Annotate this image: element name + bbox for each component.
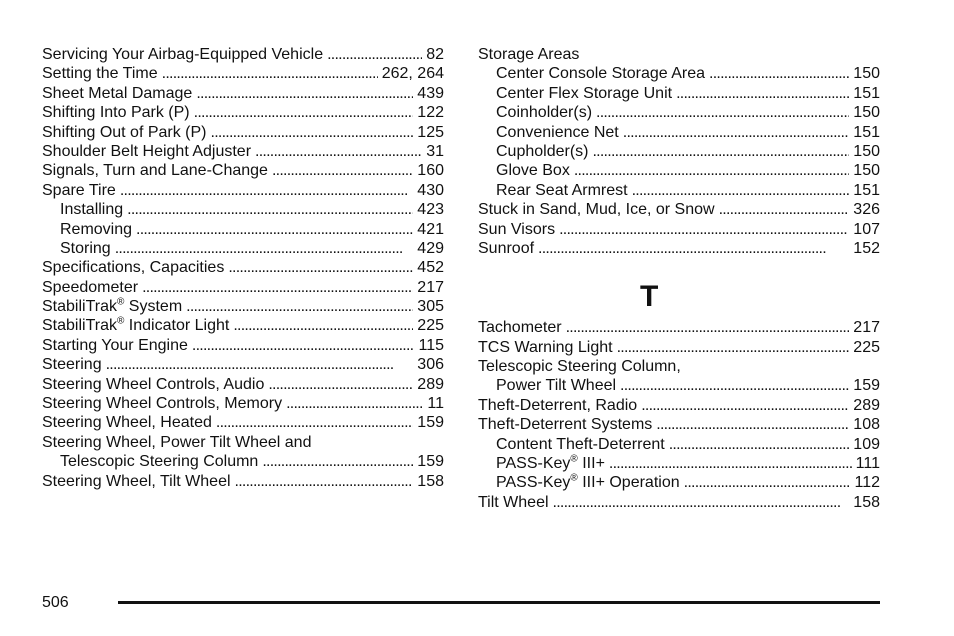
- index-entry-page: 158: [853, 493, 880, 511]
- dot-leader: [115, 239, 414, 258]
- index-entry: [42, 103, 444, 122]
- index-entry-label: Removing: [60, 220, 133, 238]
- index-entry-page: 150: [853, 65, 880, 83]
- dot-leader: [620, 376, 849, 395]
- index-entry: [42, 278, 444, 297]
- index-entry-page: 289: [853, 396, 880, 414]
- index-entry-page: 262, 264: [381, 65, 444, 83]
- index-entry-page: 151: [853, 181, 880, 199]
- dot-leader: [566, 318, 850, 337]
- index-entry: [42, 123, 444, 142]
- index-entry-label: Shifting Out of Park (P): [42, 123, 207, 141]
- index-entry: [478, 396, 880, 415]
- index-entry-label: Setting the Time: [42, 65, 158, 83]
- index-entry-page: 326: [853, 201, 880, 219]
- dot-leader: [617, 338, 850, 357]
- index-entry-label: Shifting Into Park (P): [42, 104, 190, 122]
- index-entry-page: 122: [417, 104, 444, 122]
- index-entry-label: StabiliTrak® System: [42, 296, 183, 316]
- index-entry-page: 430: [417, 181, 444, 199]
- dot-leader: [709, 64, 849, 83]
- dot-leader: [592, 142, 849, 161]
- dot-leader: [194, 103, 414, 122]
- index-entry: [478, 64, 880, 83]
- index-entry-label: Theft-Deterrent, Radio: [478, 396, 638, 414]
- index-entry: [42, 45, 444, 64]
- index-entry: [478, 415, 880, 434]
- index-entry-page: 150: [853, 162, 880, 180]
- index-entry: [42, 239, 444, 258]
- index-entry: [42, 258, 444, 277]
- index-entry-label: Glove Box: [496, 162, 570, 180]
- index-entry-label: Starting Your Engine: [42, 336, 188, 354]
- dot-leader: [609, 454, 852, 473]
- index-entry-page: 225: [853, 338, 880, 356]
- index-entry: [42, 297, 444, 316]
- index-entry-label: Servicing Your Airbag-Equipped Vehicle: [42, 46, 324, 63]
- index-entry-label: Installing: [60, 201, 124, 219]
- index-entry: [42, 355, 444, 374]
- index-entry-label: Center Console Storage Area: [496, 65, 706, 83]
- dot-leader: [196, 84, 413, 103]
- index-entry: [42, 64, 444, 83]
- dot-leader: [676, 84, 849, 103]
- dot-leader: [192, 336, 415, 355]
- index-entry-page: 225: [417, 317, 444, 335]
- index-entry: [478, 142, 880, 161]
- index-entry-label: Theft-Deterrent Systems: [478, 416, 653, 434]
- index-entry-page: 159: [417, 414, 444, 432]
- index-entry-page: 151: [853, 84, 880, 102]
- index-entry: [478, 493, 880, 512]
- index-entry-label: Stuck in Sand, Mud, Ice, or Snow: [478, 201, 715, 219]
- dot-leader: [233, 316, 413, 335]
- dot-leader: [327, 45, 422, 64]
- index-entry: [478, 318, 880, 337]
- index-entry-page: 108: [853, 416, 880, 434]
- index-entry-page: 452: [417, 259, 444, 277]
- index-entry: [42, 181, 444, 200]
- dot-leader: [268, 375, 413, 394]
- index-entry-label: Convenience Net: [496, 123, 619, 141]
- dot-leader: [641, 396, 849, 415]
- dot-leader: [719, 200, 850, 219]
- index-entry: [42, 316, 444, 335]
- index-entry: [478, 454, 880, 473]
- index-left-column: [42, 45, 444, 491]
- index-entry-page: 109: [853, 435, 880, 453]
- index-entry-page: 160: [417, 162, 444, 180]
- index-entry-page: 158: [417, 472, 444, 490]
- index-entry: [478, 103, 880, 122]
- index-entry-page: 159: [853, 377, 880, 395]
- index-entry-page: 152: [853, 239, 880, 257]
- dot-leader: [684, 473, 851, 492]
- index-entry: [478, 239, 880, 258]
- dot-leader: [559, 220, 849, 239]
- index-entry-label: PASS-Key® III+: [496, 453, 605, 473]
- index-entry-label: PASS-Key® III+ Operation: [496, 473, 680, 492]
- index-entry: [478, 338, 880, 357]
- index-entry-label: Center Flex Storage Unit: [496, 84, 673, 102]
- dot-leader: [669, 435, 850, 454]
- index-entry-label: Spare Tire: [42, 181, 116, 199]
- index-entry-page: 31: [426, 142, 444, 160]
- index-entry-page: 423: [417, 201, 444, 219]
- dot-leader: [142, 278, 413, 297]
- index-entry: [478, 357, 880, 376]
- section-heading: T: [640, 280, 659, 314]
- index-entry-label: Steering Wheel, Power Tilt Wheel and: [42, 433, 312, 451]
- index-entry-page: 82: [426, 46, 444, 63]
- index-entry: [478, 435, 880, 454]
- index-entry: [478, 181, 880, 200]
- index-entry: [42, 220, 444, 239]
- index-entry-page: 151: [853, 123, 880, 141]
- index-entry-page: 159: [417, 453, 444, 471]
- dot-leader: [623, 123, 850, 142]
- index-entry-label: Tachometer: [478, 319, 562, 337]
- dot-leader: [136, 220, 413, 239]
- index-entry-label: Specifications, Capacities: [42, 259, 225, 277]
- index-entry-label: Power Tilt Wheel: [496, 377, 617, 395]
- index-entry-page: 112: [854, 474, 880, 492]
- index-entry: [478, 376, 880, 395]
- index-entry: [42, 433, 444, 452]
- dot-leader: [632, 181, 850, 200]
- index-entry-label: Content Theft-Deterrent: [496, 435, 665, 453]
- dot-leader: [286, 394, 423, 413]
- index-entry-label: Steering Wheel Controls, Audio: [42, 375, 265, 393]
- dot-leader: [553, 493, 850, 512]
- index-entry: [42, 84, 444, 103]
- index-entry-page: 115: [418, 336, 444, 354]
- index-entry-label: Signals, Turn and Lane-Change: [42, 162, 268, 180]
- registered-mark: ®: [570, 473, 578, 485]
- dot-leader: [228, 258, 413, 277]
- index-entry: [42, 375, 444, 394]
- index-entry: [478, 45, 880, 64]
- index-entry-page: 429: [417, 239, 444, 257]
- index-entry: [478, 220, 880, 239]
- index-entry-page: 439: [417, 84, 444, 102]
- index-entry-label: Shoulder Belt Height Adjuster: [42, 142, 252, 160]
- index-entry: [478, 200, 880, 219]
- dot-leader: [574, 161, 849, 180]
- index-entry-page: 217: [417, 278, 444, 296]
- dot-leader: [186, 297, 413, 316]
- index-entry-page: 306: [417, 356, 444, 374]
- index-entry-label: Steering Wheel, Heated: [42, 414, 212, 432]
- index-entry: [478, 84, 880, 103]
- index-entry-label: Cupholder(s): [496, 142, 589, 160]
- index-entry-label: Steering Wheel, Tilt Wheel: [42, 472, 231, 490]
- dot-leader: [255, 142, 422, 161]
- index-entry: [42, 161, 444, 180]
- footer-rule: [118, 601, 880, 604]
- index-entry-page: 111: [855, 455, 880, 473]
- index-entry-label: TCS Warning Light: [478, 338, 613, 356]
- dot-leader: [272, 161, 413, 180]
- index-entry: [42, 472, 444, 491]
- index-entry: [42, 336, 444, 355]
- page-number: 506: [42, 594, 69, 611]
- index-entry-label: Rear Seat Armrest: [496, 181, 628, 199]
- index-entry: [42, 394, 444, 413]
- index-entry-label: Steering: [42, 356, 102, 374]
- dot-leader: [211, 123, 414, 142]
- index-entry-label: StabiliTrak® Indicator Light: [42, 316, 230, 335]
- index-entry-label: Sun Visors: [478, 220, 556, 238]
- index-entry-page: 421: [417, 220, 444, 238]
- dot-leader: [596, 103, 849, 122]
- index-right-top-group: [478, 45, 880, 258]
- index-entry-page: 11: [427, 395, 444, 413]
- dot-leader: [162, 64, 378, 83]
- index-entry: [42, 452, 444, 471]
- index-right-bottom-group: [478, 318, 880, 512]
- dot-leader: [235, 472, 414, 491]
- index-entry-page: 150: [853, 142, 880, 160]
- index-entry-page: 305: [417, 298, 444, 316]
- index-entry: [478, 473, 880, 492]
- index-entry-label: Sheet Metal Damage: [42, 84, 193, 102]
- index-entry-label: Telescopic Steering Column: [60, 453, 259, 471]
- dot-leader: [106, 355, 414, 374]
- index-entry-page: 107: [853, 220, 880, 238]
- index-entry: [478, 123, 880, 142]
- index-entry-label: Speedometer: [42, 278, 139, 296]
- index-entry-page: 150: [853, 104, 880, 122]
- index-entry-label: Steering Wheel Controls, Memory: [42, 395, 283, 413]
- index-entry: [478, 161, 880, 180]
- index-entry-label: Storing: [60, 239, 111, 257]
- dot-leader: [538, 239, 849, 258]
- index-entry-page: 125: [417, 123, 444, 141]
- dot-leader: [656, 415, 849, 434]
- index-entry-label: Tilt Wheel: [478, 493, 549, 511]
- dot-leader: [216, 413, 413, 432]
- index-entry: [42, 142, 444, 161]
- dot-leader: [120, 181, 413, 200]
- index-entry: [42, 413, 444, 432]
- index-entry-page: 217: [853, 319, 880, 337]
- index-right-column: [478, 45, 880, 512]
- index-entry-label: Sunroof: [478, 239, 535, 257]
- registered-mark: ®: [570, 453, 578, 465]
- registered-mark: ®: [116, 316, 125, 328]
- dot-leader: [262, 452, 413, 471]
- index-entry-label: Storage Areas: [478, 46, 580, 63]
- index-entry-page: 289: [417, 375, 444, 393]
- dot-leader: [127, 200, 413, 219]
- index-entry-label: Coinholder(s): [496, 104, 593, 122]
- index-entry: [42, 200, 444, 219]
- index-entry-label: Telescopic Steering Column,: [478, 358, 681, 376]
- registered-mark: ®: [116, 296, 125, 308]
